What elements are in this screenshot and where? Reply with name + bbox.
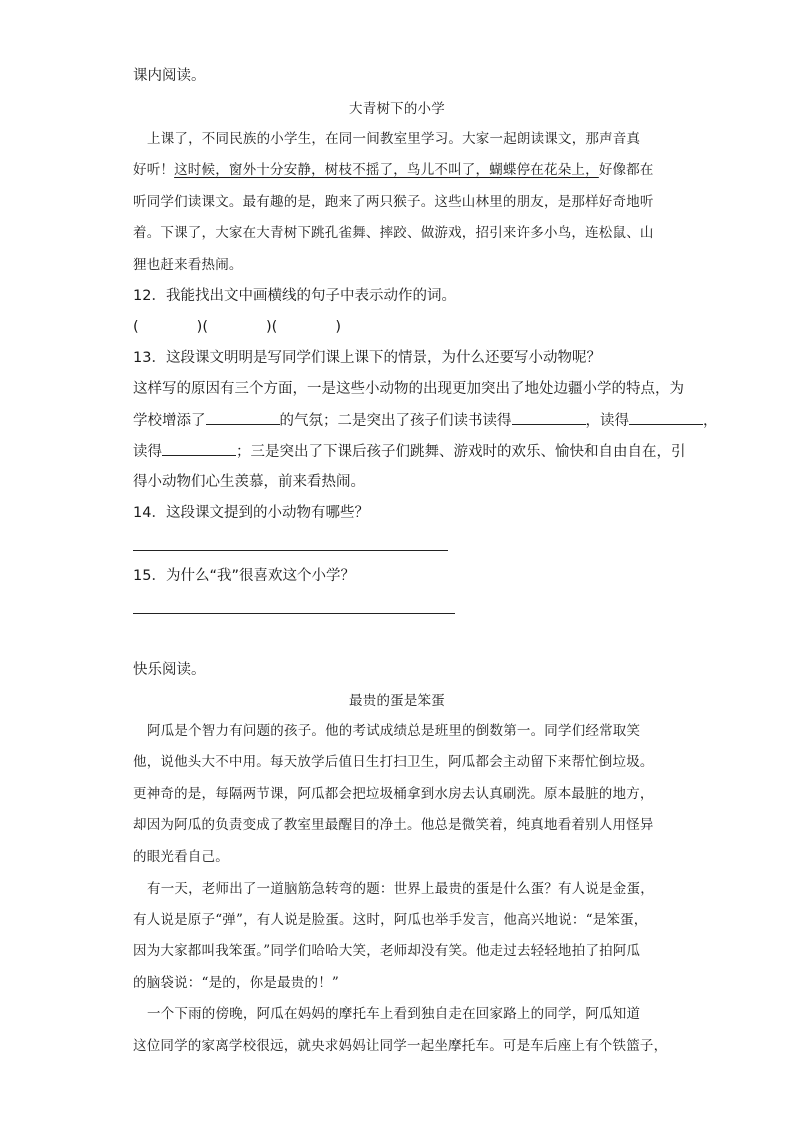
passage-2-line-2: 他，说他头大不中用。每天放学后值日生打扫卫生，阿瓜都会主动留下来帮忙倒垃圾。 [133,754,654,770]
passage-1-line-4: 着。下课了，大家在大青树下跳孔雀舞、摔跤、做游戏，招引来许多小鸟，连松鼠、山 [133,225,654,241]
paren-1: ( [133,319,139,335]
passage-2-line-4: 却因为阿瓜的负责变成了教室里最醒目的净土。他总是微笑着，纯真地看着别人用怪异 [133,817,654,833]
passage-1-title: 大青树下的小学 [349,101,445,117]
passage-2-line-7: 有人说是原子“弹”，有人说是脸蛋。这时，阿瓜也举手发言，他高兴地说：“是笨蛋， [133,912,648,928]
passage-2-line-5: 的眼光看自己。 [133,849,229,865]
passage-2-title: 最贵的蛋是笨蛋 [349,693,445,709]
section-2-heading: 快乐阅读。 [133,662,206,678]
fill-blank-3[interactable] [629,410,703,425]
q13-text: 学校增添了 [133,413,206,429]
q13-text: 读得 [133,444,162,460]
passage-1-text: 好像都在 [598,162,654,178]
passage-1-line-5: 狸也赶来看热闹。 [133,257,243,273]
question-15: 15．为什么“我”很喜欢这个小学？ [133,568,355,584]
fill-blank-4[interactable] [162,441,236,456]
question-12-answer-parens[interactable] [133,317,341,337]
passage-2-line-11: 这位同学的家离学校很远，就央求妈妈让同学一起坐摩托车。可是车后座上有个铁篮子， [133,1038,668,1054]
question-13-line-2 [133,410,718,431]
question-13-line-1: 这样写的原因有三个方面，一是这些小动物的出现更加突出了地处边疆小学的特点，为 [133,381,684,397]
q13-text: ， [703,413,718,429]
paren-2: )( [196,319,208,335]
question-13: 13．这段课文明明是写同学们课上课下的情景，为什么还要写小动物呢？ [133,350,601,366]
passage-2-line-9: 的脑袋说：“是的，你是最贵的！” [133,975,340,991]
fill-blank-2[interactable] [512,410,586,425]
passage-2-line-3: 更神奇的是，每隔两节课，阿瓜都会把垃圾桶拿到水房去认真刷洗。原本最脏的地方， [133,786,654,802]
underlined-sentence: 这时候，窗外十分安静，树枝不摇了，鸟儿不叫了，蝴蝶停在花朵上， [174,162,599,178]
question-13-line-4: 得小动物们心生羡慕，前来看热闹。 [133,474,365,490]
section-1-heading: 课内阅读。 [133,68,206,84]
q13-text: ，读得 [585,413,629,429]
question-14: 14．这段课文提到的小动物有哪些？ [133,505,369,521]
passage-2-line-1: 阿瓜是个智力有问题的孩子。他的考试成绩总是班里的倒数第一。同学们经常取笑 [147,723,641,739]
passage-1-line-2 [133,160,654,180]
passage-2-line-6: 有一天，老师出了一道脑筋急转弯的题：世界上最贵的蛋是什么蛋？有人说是金蛋， [147,881,654,897]
passage-1-text: 好听！ [133,162,175,178]
question-13-line-3 [133,441,686,462]
question-15-answer-line[interactable] [133,613,455,614]
passage-2-line-10: 一个下雨的傍晚，阿瓜在妈妈的摩托车上看到独自走在回家路上的同学，阿瓜知道 [147,1006,641,1022]
q13-text: 的气氛；二是突出了孩子们读书读得 [279,413,512,429]
passage-1-line-3: 听同学们读课文。最有趣的是，跑来了两只猴子。这些山林里的朋友，是那样好奇地听 [133,194,654,210]
q13-text: ；三是突出了下课后孩子们跳舞、游戏时的欢乐、愉快和自由自在，引 [236,444,686,460]
passage-1-line-1: 上课了，不同民族的小学生，在同一间教室里学习。大家一起朗读课文，那声音真 [147,131,641,147]
fill-blank-1[interactable] [206,410,280,425]
question-14-answer-line[interactable] [133,550,448,551]
passage-2-line-8: 因为大家都叫我笨蛋。”同学们哈哈大笑，老师却没有笑。他走过去轻轻地拍了拍阿瓜 [133,943,641,959]
paren-3: )( [266,319,278,335]
paren-4: ) [335,319,341,335]
question-12: 12．我能找出文中画横线的句子中表示动作的词。 [133,288,456,304]
